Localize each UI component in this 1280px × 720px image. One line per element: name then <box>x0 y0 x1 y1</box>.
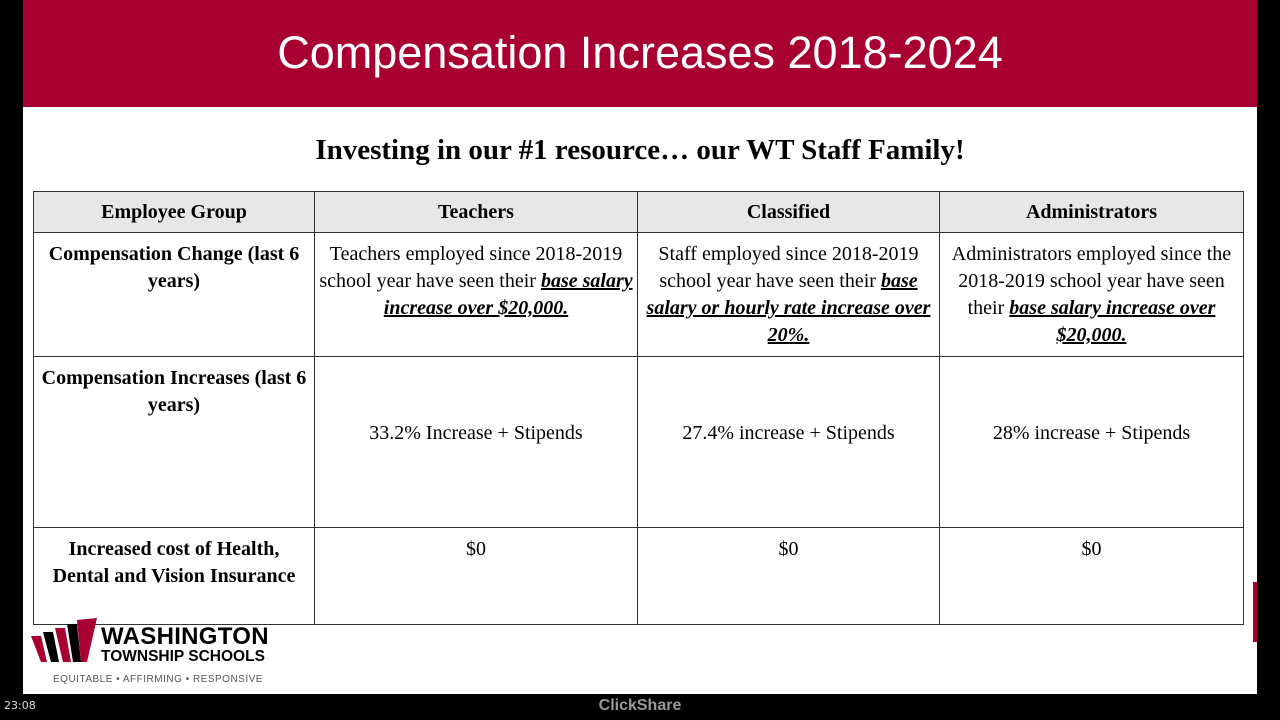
row-label-compensation-increases: Compensation Increases (last 6 years) <box>34 357 315 528</box>
cell-teachers-insurance: $0 <box>315 528 638 625</box>
header-administrators: Administrators <box>940 192 1244 233</box>
cell-text: Staff employed since 2018-2019 school year have seen their <box>658 243 919 292</box>
table-row-insurance-cost <box>34 528 1244 625</box>
district-logo <box>29 618 289 690</box>
cell-administrators-insurance: $0 <box>940 528 1244 625</box>
cell-text: Teachers employed since 2018-2019 school year have seen their <box>319 243 623 292</box>
cell-teachers-change <box>315 233 638 357</box>
logo-tagline: EQUITABLE • AFFIRMING • RESPONSIVE <box>53 674 263 685</box>
logo-name: WASHINGTON <box>101 623 269 650</box>
cell-emphasis: base salary or hourly rate increase over 20%. <box>646 270 931 346</box>
w-mark-icon <box>29 618 99 670</box>
slide-title: Compensation Increases 2018-2024 <box>277 27 1003 78</box>
cell-classified-insurance: $0 <box>638 528 940 625</box>
slide <box>23 0 1257 694</box>
header-teachers: Teachers <box>315 192 638 233</box>
header-classified: Classified <box>638 192 940 233</box>
side-accent <box>1253 582 1257 642</box>
cell-classified-change <box>638 233 940 357</box>
cell-teachers-increase: 33.2% Increase + Stipends <box>315 357 638 528</box>
bottom-bar <box>0 694 1280 720</box>
cell-administrators-increase: 28% increase + Stipends <box>940 357 1244 528</box>
logo-subname: TOWNSHIP SCHOOLS <box>101 648 265 665</box>
table-header-row <box>34 192 1244 233</box>
cell-emphasis: base salary increase over $20,000. <box>1009 297 1216 346</box>
table-row-compensation-change <box>34 233 1244 357</box>
title-banner <box>23 0 1257 107</box>
slide-subtitle: Investing in our #1 resource… our WT Staff Family! <box>315 134 965 166</box>
cell-emphasis: base salary increase over $20,000. <box>383 270 633 319</box>
cell-text: Administrators employed since the 2018-2019 school year have seen their <box>951 243 1232 319</box>
row-label-insurance-cost: Increased cost of Health, Dental and Vision Insurance <box>34 528 315 625</box>
clickshare-label: ClickShare <box>598 697 682 714</box>
table-row-compensation-increases <box>34 357 1244 528</box>
cell-administrators-change <box>940 233 1244 357</box>
cell-classified-increase: 27.4% increase + Stipends <box>638 357 940 528</box>
clock-time: 23:08 <box>4 699 36 712</box>
header-employee-group: Employee Group <box>34 192 315 233</box>
compensation-table <box>33 191 1244 625</box>
row-label-compensation-change: Compensation Change (last 6 years) <box>34 233 315 357</box>
